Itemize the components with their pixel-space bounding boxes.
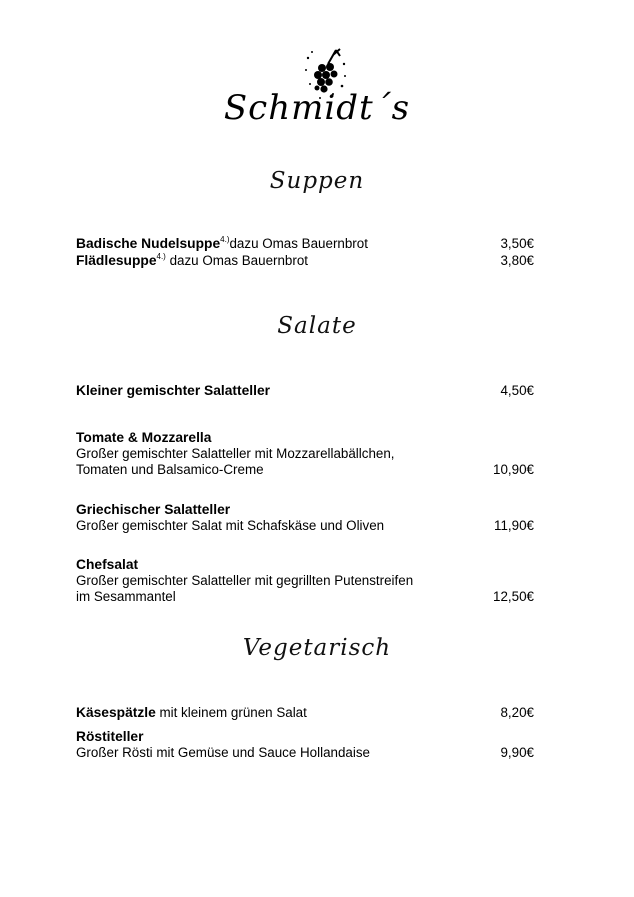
footnote-marker: 4.) bbox=[156, 252, 166, 261]
item-price: 3,50€ bbox=[500, 236, 534, 251]
item-description: Großer gemischter Salatteller mit Mozzarellabällchen, bbox=[76, 446, 395, 461]
menu-item bbox=[76, 383, 534, 399]
item-name: Tomate & Mozzarella bbox=[76, 430, 212, 445]
section-title-salate: Salate bbox=[277, 313, 357, 339]
item-extra: dazu Omas Bauernbrot bbox=[229, 236, 368, 251]
item-price: 11,90€ bbox=[494, 518, 534, 533]
menu-item bbox=[76, 502, 534, 534]
item-extra: dazu Omas Bauernbrot bbox=[165, 253, 309, 268]
item-description: Tomaten und Balsamico-Creme bbox=[76, 462, 264, 477]
menu-item bbox=[76, 253, 534, 269]
item-description: im Sesammantel bbox=[76, 589, 176, 604]
item-description: Großer gemischter Salatteller mit gegrillten Putenstreifen bbox=[76, 573, 414, 588]
item-name: Flädlesuppe bbox=[76, 253, 157, 268]
item-description: Großer gemischter Salat mit Schafskäse und Oliven bbox=[76, 518, 385, 533]
item-name: Griechischer Salatteller bbox=[76, 502, 231, 517]
menu-item bbox=[76, 705, 534, 721]
menu-item bbox=[76, 236, 534, 252]
item-name: Kleiner gemischter Salatteller bbox=[76, 383, 271, 398]
menu-item bbox=[76, 430, 534, 478]
item-price: 9,90€ bbox=[500, 745, 534, 760]
item-price: 8,20€ bbox=[500, 705, 534, 720]
item-price: 12,50€ bbox=[493, 589, 534, 604]
footnote-marker: 4.) bbox=[220, 235, 230, 244]
item-name: Röstiteller bbox=[76, 729, 144, 744]
item-extra: mit kleinem grünen Salat bbox=[155, 705, 307, 720]
item-price: 10,90€ bbox=[493, 462, 534, 477]
item-description: Großer Rösti mit Gemüse und Sauce Hollandaise bbox=[76, 745, 370, 760]
item-name: Chefsalat bbox=[76, 557, 139, 572]
item-price: 3,80€ bbox=[500, 253, 534, 268]
section-title-vegetarisch: Vegetarisch bbox=[242, 635, 392, 661]
menu-item bbox=[76, 729, 534, 761]
item-price: 4,50€ bbox=[500, 383, 534, 398]
item-name: Käsespätzle bbox=[76, 705, 156, 720]
menu-item bbox=[76, 557, 534, 605]
item-name: Badische Nudelsuppe bbox=[76, 236, 221, 251]
restaurant-name: Schmidt´s bbox=[223, 88, 411, 128]
section-title-suppen: Suppen bbox=[269, 168, 365, 194]
